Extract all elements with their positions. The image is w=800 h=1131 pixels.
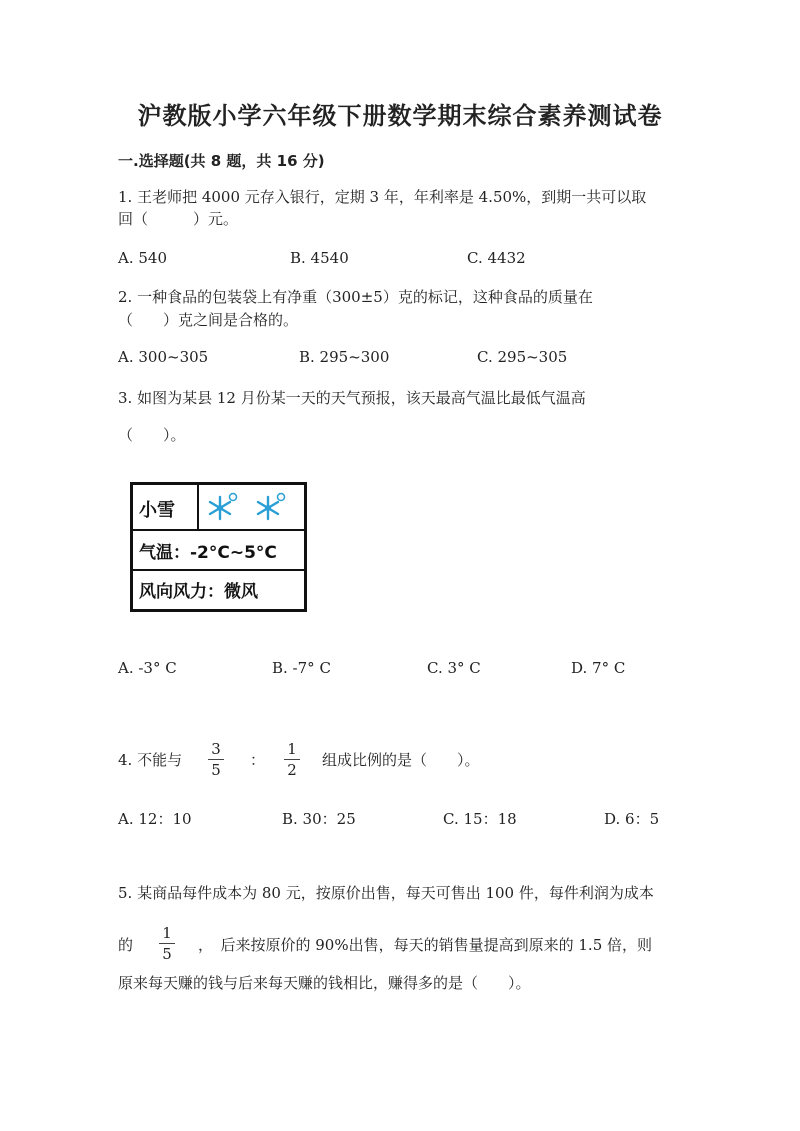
question-2-line-1: 2. 一种食品的包装袋上有净重（300±5）克的标记，这种食品的质量在 [118, 288, 593, 306]
weather-row-condition [133, 485, 304, 531]
question-3-line-2: （ ）。 [118, 426, 186, 444]
question-5-line-2-prefix: 的 [118, 936, 134, 954]
q3-option-c: C. 3° C [427, 659, 481, 677]
q3-option-d: D. 7° C [571, 659, 626, 677]
question-5-line-2-suffix: ， 后来按原价的 90%出售，每天的销售量提高到原来的 1.5 倍，则 [198, 936, 653, 954]
weather-forecast-box [130, 482, 307, 612]
ratio-colon: ： [250, 751, 266, 769]
q4-option-a: A. 12：10 [118, 810, 192, 828]
q1-option-b: B. 4540 [290, 249, 349, 267]
snowflake-icon [253, 491, 287, 523]
question-3-line-1: 3. 如图为某县 12 月份某一天的天气预报，该天最高气温比最低气温高 [118, 389, 586, 407]
q2-option-b: B. 295~300 [299, 348, 390, 366]
fraction-one-fifth [157, 924, 177, 963]
weather-divider [197, 485, 199, 529]
weather-temperature-label: 气温：-2°C~5°C [139, 543, 277, 563]
q1-option-a: A. 540 [118, 249, 167, 267]
q2-option-c: C. 295~305 [477, 348, 568, 366]
question-5-line-1: 5. 某商品每件成本为 80 元，按原价出售，每天可售出 100 件，每件利润为成本 [118, 884, 654, 902]
q4-option-c: C. 15：18 [443, 810, 517, 828]
q2-option-a: A. 300~305 [118, 348, 209, 366]
fraction-numerator: 1 [287, 740, 297, 758]
question-4-prefix: 4. 不能与 [118, 751, 183, 769]
question-4-suffix: 组成比例的是（ ）。 [322, 751, 480, 769]
fraction-bar [208, 759, 224, 760]
page-title: 沪教版小学六年级下册数学期末综合素养测试卷 [137, 102, 663, 130]
fraction-bar [284, 759, 300, 760]
question-1-line-1: 1. 王老师把 4000 元存入银行，定期 3 年，年利率是 4.50%，到期一共可以取 [118, 188, 647, 206]
fraction-denominator: 5 [162, 945, 172, 963]
weather-wind-label: 风向风力：微风 [139, 582, 258, 602]
question-2-line-2: （ ）克之间是合格的。 [118, 311, 299, 329]
fraction-bar [159, 943, 175, 944]
fraction-denominator: 5 [211, 761, 221, 779]
q1-option-c: C. 4432 [467, 249, 526, 267]
section-heading: 一.选择题(共 8 题，共 16 分) [118, 152, 325, 170]
weather-condition-label: 小雪 [139, 500, 175, 521]
question-5-line-3: 原来每天赚的钱与后来每天赚的钱相比，赚得多的是（ ）。 [118, 974, 531, 992]
q3-option-a: A. -3° C [118, 659, 177, 677]
weather-row-wind [133, 571, 304, 609]
q4-option-d: D. 6：5 [604, 810, 660, 828]
fraction-numerator: 3 [211, 740, 221, 758]
fraction-denominator: 2 [287, 761, 297, 779]
fraction-one-half [282, 740, 302, 779]
snowflake-icon [205, 491, 239, 523]
question-1-line-2: 回（ ）元。 [118, 210, 239, 228]
weather-row-temperature [133, 531, 304, 571]
q3-option-b: B. -7° C [272, 659, 331, 677]
fraction-numerator: 1 [162, 924, 172, 942]
fraction-three-fifths [206, 740, 226, 779]
q4-option-b: B. 30：25 [282, 810, 356, 828]
